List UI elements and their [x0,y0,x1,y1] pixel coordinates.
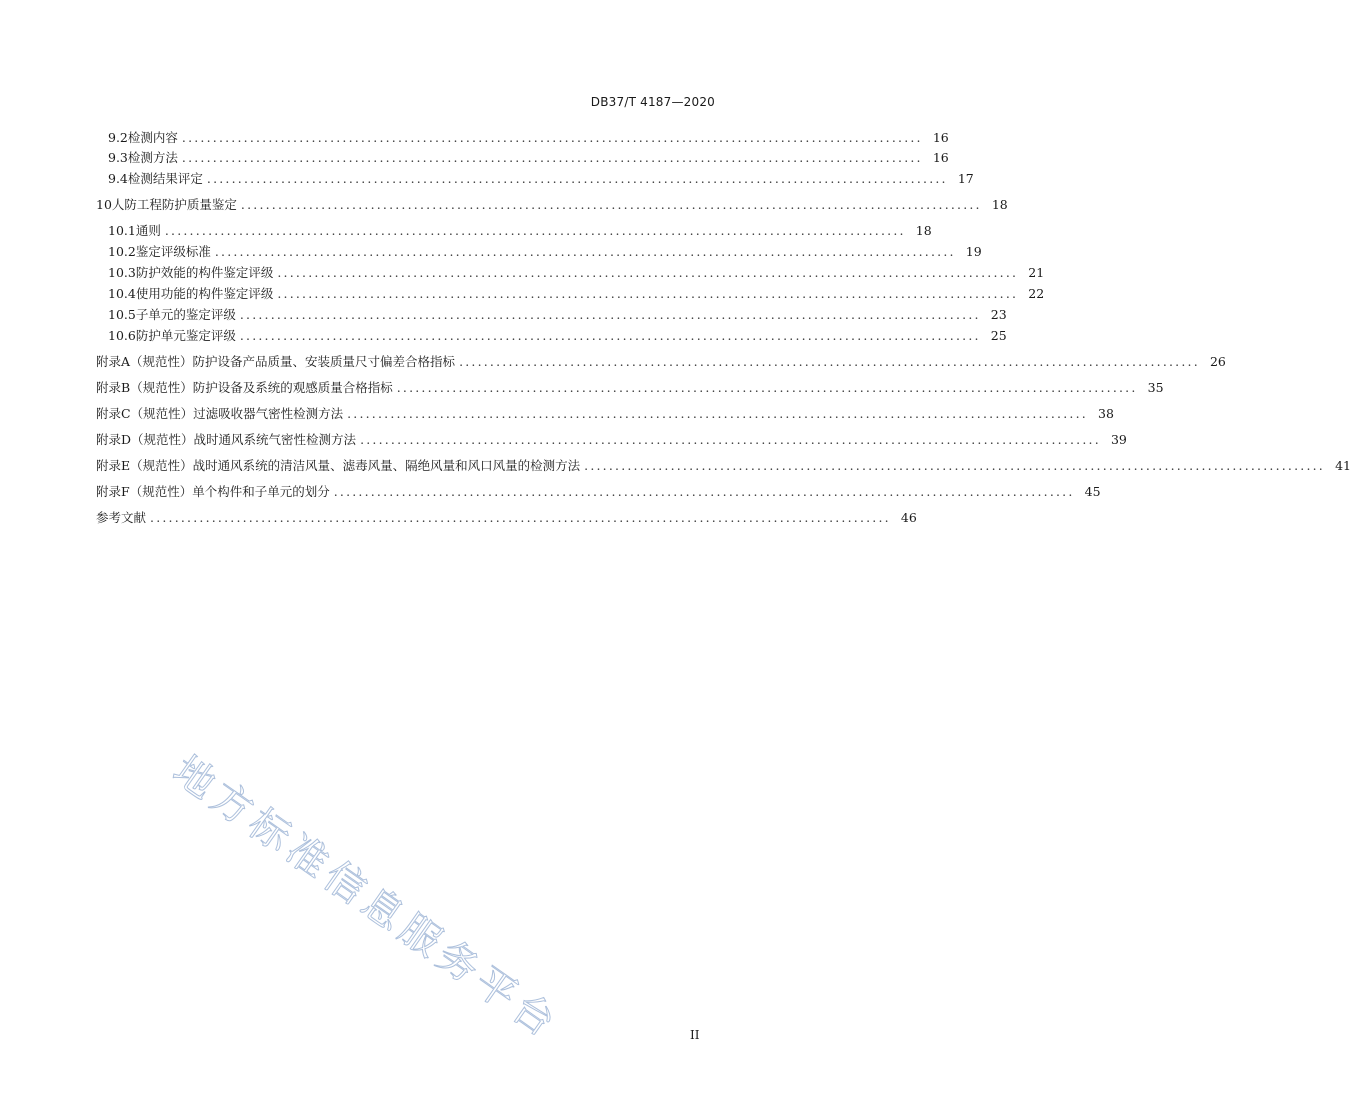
appendix-type: （规范性） [130,354,193,369]
toc-entry-title: 使用功能的构件鉴定评级 [135,286,274,301]
appendix-label: 附录D [96,432,132,447]
toc-entry-10[interactable] [96,195,1008,215]
toc-entry-9-4[interactable] [96,169,974,189]
toc-entry-page: 17 [957,171,974,186]
toc-entry-number: 10.4 [108,286,136,301]
toc-leader-dots: ........................................................................................................................ [459,354,1200,369]
toc-entry-10-3[interactable] [96,263,1045,283]
toc-entry-page: 22 [1028,286,1045,301]
toc-entry-9-2[interactable] [96,128,949,148]
toc-entry-title: 通则 [135,223,161,238]
toc-entry-page: 38 [1098,406,1114,421]
toc-leader-dots: ........................................................................................................................ [239,307,981,322]
appendix-type: （规范性） [129,484,193,499]
toc-entry-number: 10.5 [108,307,136,322]
toc-entry-number: 10 [96,197,112,212]
toc-entry-title: 检测内容 [127,130,178,145]
toc-leader-dots: ........................................................................................................................ [206,171,948,186]
toc-entry-10-1[interactable] [96,221,932,241]
toc-entry-page: 35 [1147,380,1164,395]
toc-entry-title: 子单元的鉴定评级 [135,307,236,322]
toc-appendix-f[interactable] [96,482,1101,502]
toc-entry-number: 9.4 [108,171,128,186]
toc-entry-page: 41 [1335,458,1351,473]
watermark: 地方标准信息服务平台 [164,747,568,1049]
toc-entry-title: 防护单元鉴定评级 [135,328,236,343]
toc-entry-9-3[interactable] [96,148,949,168]
toc-appendix-e[interactable] [96,456,1351,476]
toc-entry-page: 21 [1028,265,1045,280]
toc-leader-dots: ........................................................................................................................ [333,484,1075,499]
toc-entry-number: 9.2 [108,130,128,145]
toc-entry-page: 25 [990,328,1007,343]
toc-leader-dots: ........................................................................................................................ [150,510,891,525]
toc-entry-number: 9.3 [108,150,128,165]
toc-entry-10-5[interactable] [96,305,1007,325]
toc-entry-page: 18 [991,197,1008,212]
toc-entry-page: 18 [915,223,932,238]
appendix-type: （规范性） [130,458,193,473]
toc-leader-dots: ........................................................................................................................ [584,458,1325,473]
appendix-title: 过滤吸收器气密性检测方法 [193,406,344,421]
appendix-label: 附录A [96,354,131,369]
toc-leader-dots: ........................................................................................................................ [396,380,1138,395]
toc-leader-dots: ........................................................................................................................ [214,244,956,259]
appendix-label: 附录E [96,458,131,473]
toc-leader-dots: ........................................................................................................................ [164,223,906,238]
toc-entry-page: 23 [990,307,1007,322]
appendix-title: 防护设备产品质量、安装质量尺寸偏差合格指标 [192,354,456,369]
appendix-title: 单个构件和子单元的划分 [192,484,330,499]
toc-appendix-d[interactable] [96,430,1127,450]
toc-entry-page: 19 [965,244,982,259]
toc-entry-page: 45 [1084,484,1101,499]
toc-leader-dots: ........................................................................................................................ [277,286,1019,301]
toc-entry-title: 检测方法 [127,150,178,165]
toc-appendix-b[interactable] [96,378,1164,398]
page-number: II [690,1028,700,1042]
appendix-type: （规范性） [131,432,194,447]
toc-entry-page: 16 [932,150,949,165]
toc-leader-dots: ........................................................................................................................ [240,197,982,212]
appendix-title: 战时通风系统气密性检测方法 [193,432,357,447]
toc-appendix-c[interactable] [96,404,1114,424]
toc-leader-dots: ........................................................................................................................ [347,406,1088,421]
toc-leader-dots: ........................................................................................................................ [239,328,981,343]
appendix-title: 战时通风系统的清洁风量、滤毒风量、隔绝风量和风口风量的检测方法 [192,458,581,473]
appendix-title: 防护设备及系统的观感质量合格指标 [192,380,393,395]
toc-leader-dots: ........................................................................................................................ [181,150,923,165]
toc-entry-page: 39 [1110,432,1127,447]
toc-references[interactable] [96,508,917,528]
toc-entry-title: 人防工程防护质量鉴定 [111,197,237,212]
toc-entry-number: 10.1 [108,223,136,238]
toc-entry-page: 26 [1209,354,1226,369]
toc-entry-10-2[interactable] [96,242,982,262]
appendix-label: 附录C [96,406,131,421]
toc-leader-dots: ........................................................................................................................ [181,130,923,145]
toc-entry-10-4[interactable] [96,284,1045,304]
toc-leader-dots: ........................................................................................................................ [360,432,1101,447]
toc-entry-number: 10.3 [108,265,136,280]
toc-entry-page: 46 [900,510,917,525]
appendix-label: 附录B [96,380,131,395]
toc-entry-number: 10.6 [108,328,136,343]
references-title: 参考文献 [96,510,147,525]
toc-entry-page: 16 [932,130,949,145]
toc-appendix-a[interactable] [96,352,1226,372]
appendix-type: （规范性） [130,380,193,395]
toc-entry-title: 防护效能的构件鉴定评级 [135,265,274,280]
toc-entry-10-6[interactable] [96,326,1007,346]
toc-entry-number: 10.2 [108,244,136,259]
toc-entry-title: 鉴定评级标准 [135,244,211,259]
appendix-type: （规范性） [130,406,194,421]
toc-entry-title: 检测结果评定 [127,171,203,186]
appendix-label: 附录F [96,484,130,499]
toc-leader-dots: ........................................................................................................................ [277,265,1019,280]
document-code: DB37/T 4187—2020 [590,95,715,109]
